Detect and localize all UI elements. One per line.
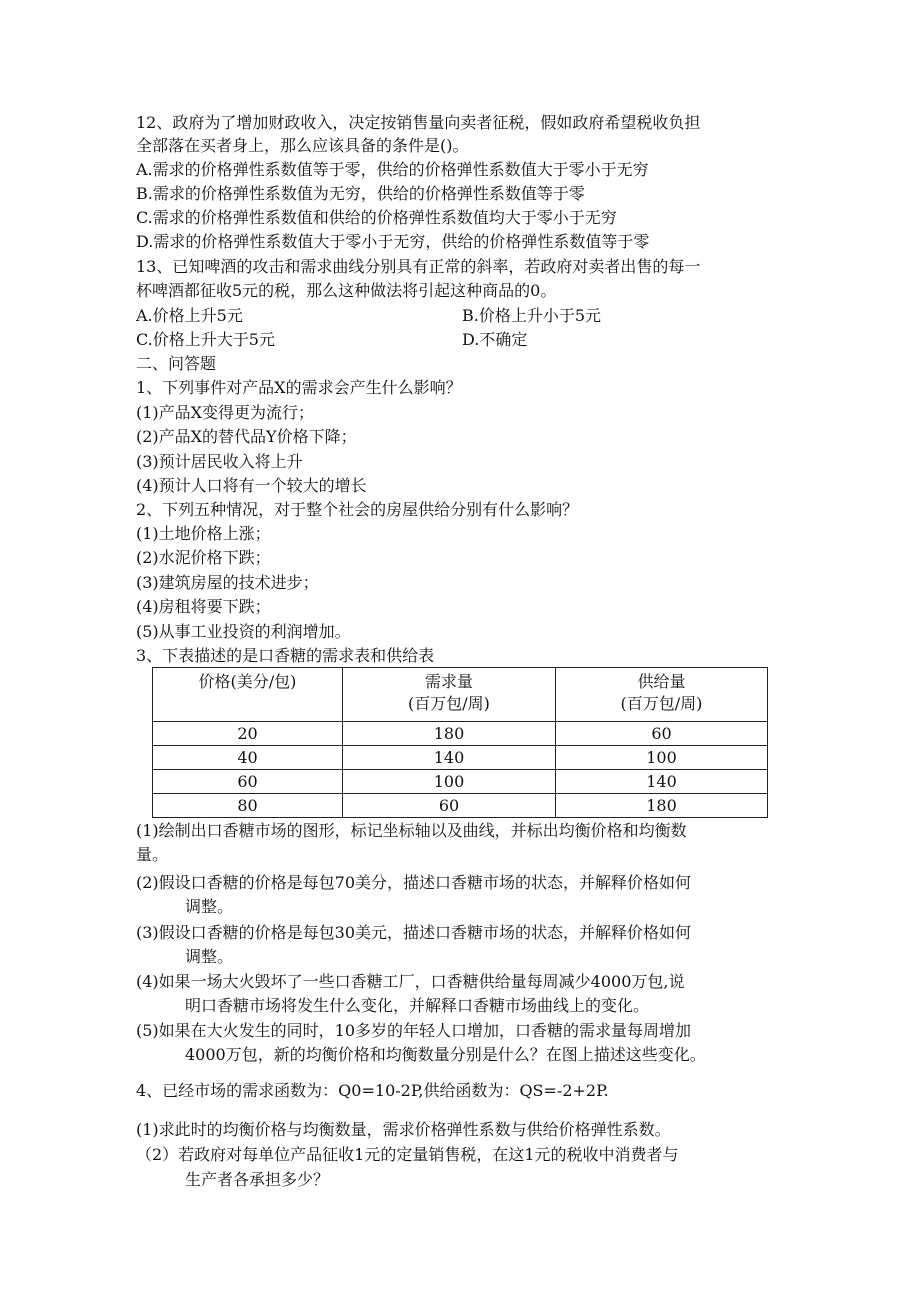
q13-line1: 13、已知啤酒的攻击和需求曲线分别具有正常的斜率，若政府对卖者出售的每一 (136, 257, 701, 276)
header-supply-line1: 供给量 (637, 672, 686, 691)
section-heading: 二、问答题 (136, 354, 217, 373)
qa1-item-2: (2)产品X的替代品Y价格下降； (136, 427, 357, 446)
table-cell-price: 40 (153, 746, 343, 770)
qa3-sub1-line2: 量。 (136, 845, 169, 864)
qa3-sub2-line2: 调整。 (185, 897, 234, 916)
q13-line2: 杯啤酒都征收5元的税，那么这种做法将引起这种商品的0。 (136, 281, 557, 300)
qa3-sub5-line1: (5)如果在大火发生的同时，10多岁的年轻人口增加，口香糖的需求量每周增加 (136, 1021, 692, 1040)
qa4-sub2-line1: （2）若政府对每单位产品征收1元的定量销售税，在这1元的税收中消费者与 (136, 1145, 679, 1164)
qa3-sub3-line2: 调整。 (185, 947, 234, 966)
table-row (153, 794, 768, 818)
qa2-item-4: (4)房租将要下跌； (136, 597, 271, 616)
qa3-sub4-line2: 明口香糖市场将发生什么变化，并解释口香糖市场曲线上的变化。 (185, 996, 650, 1015)
header-demand-line1: 需求量 (424, 672, 473, 691)
qa3-sub5-line2: 4000万包，新的均衡价格和均衡数量分别是什么？在图上描述这些变化。 (185, 1045, 706, 1064)
qa3-sub4-line1: (4)如果一场大火毁坏了一些口香糖工厂，口香糖供给量每周减少4000万包,说 (136, 972, 685, 991)
table-cell-demand: 60 (343, 794, 556, 818)
header-supply (556, 668, 768, 722)
table-cell-demand: 100 (343, 770, 556, 794)
qa4-sub2-line2: 生产者各承担多少？ (185, 1170, 330, 1189)
qa3-sub2-line1: (2)假设口香糖的价格是每包70美分，描述口香糖市场的状态，并解释价格如何 (136, 873, 692, 892)
header-demand (343, 668, 556, 722)
q12-line2: 全部落在买者身上，那么应该具备的条件是()。 (136, 136, 469, 155)
qa3-sub1-line1: (1)绘制出口香糖市场的图形，标记坐标轴以及曲线，并标出均衡价格和均衡数 (136, 821, 687, 840)
table-cell-demand: 180 (343, 722, 556, 746)
qa2-item-5: (5)从事工业投资的利润增加。 (136, 622, 351, 641)
q12-line1: 12、政府为了增加财政收入，决定按销售量向卖者征税，假如政府希望税收负担 (136, 113, 701, 132)
q13-option-b: B.价格上升小于5元 (462, 306, 602, 325)
table-row (153, 770, 768, 794)
qa2-item-2: (2)水泥价格下跌； (136, 548, 271, 567)
table-row (153, 746, 768, 770)
header-price-line1: 价格(美分/包) (198, 672, 297, 691)
q12-option-a: A.需求的价格弹性系数值等于零，供给的价格弹性系数值大于零小于无穷 (136, 160, 649, 179)
header-price (153, 668, 343, 722)
qa1-item-3: (3)预计居民收入将上升 (136, 452, 303, 471)
qa2-item-3: (3)建筑房屋的技术进步； (136, 573, 319, 592)
qa4-title: 4、已经市场的需求函数为：Q0=10-2P,供给函数为：QS=-2+2P. (136, 1081, 609, 1100)
table-cell-supply: 100 (556, 746, 768, 770)
header-demand-line2: (百万包/周) (408, 694, 490, 713)
q13-option-c: C.价格上升大于5元 (136, 330, 275, 349)
table-cell-price: 80 (153, 794, 343, 818)
qa1-title: 1、下列事件对产品X的需求会产生什么影响？ (136, 378, 462, 397)
table-header-row (153, 668, 768, 722)
qa2-title: 2、下列五种情况，对于整个社会的房屋供给分别有什么影响？ (136, 500, 579, 519)
gum-supply-demand-table (152, 667, 768, 818)
table-cell-price: 20 (153, 722, 343, 746)
table-cell-demand: 140 (343, 746, 556, 770)
qa3-sub3-line1: (3)假设口香糖的价格是每包30美元，描述口香糖市场的状态，并解释价格如何 (136, 923, 692, 942)
q12-option-d: D.需求的价格弹性系数值大于零小于无穷，供给的价格弹性系数值等于零 (136, 232, 650, 251)
q13-option-d: D.不确定 (462, 330, 528, 349)
q12-option-c: C.需求的价格弹性系数值和供给的价格弹性系数值均大于零小于无穷 (136, 208, 617, 227)
table-row (153, 722, 768, 746)
table-cell-supply: 140 (556, 770, 768, 794)
qa2-item-1: (1)土地价格上涨； (136, 524, 271, 543)
qa1-item-1: (1)产品X变得更为流行； (136, 403, 315, 422)
qa1-item-4: (4)预计人口将有一个较大的增长 (136, 476, 367, 495)
q13-option-a: A.价格上升5元 (136, 306, 243, 325)
qa3-title: 3、下表描述的是口香糖的需求表和供给表 (136, 646, 435, 665)
table-cell-price: 60 (153, 770, 343, 794)
q12-option-b: B.需求的价格弹性系数值为无穷，供给的价格弹性系数值等于零 (136, 184, 585, 203)
table-cell-supply: 180 (556, 794, 768, 818)
table-cell-supply: 60 (556, 722, 768, 746)
qa4-sub1: (1)求此时的均衡价格与均衡数量，需求价格弹性系数与供给价格弹性系数。 (136, 1120, 671, 1139)
header-supply-line2: (百万包/周) (620, 694, 703, 713)
